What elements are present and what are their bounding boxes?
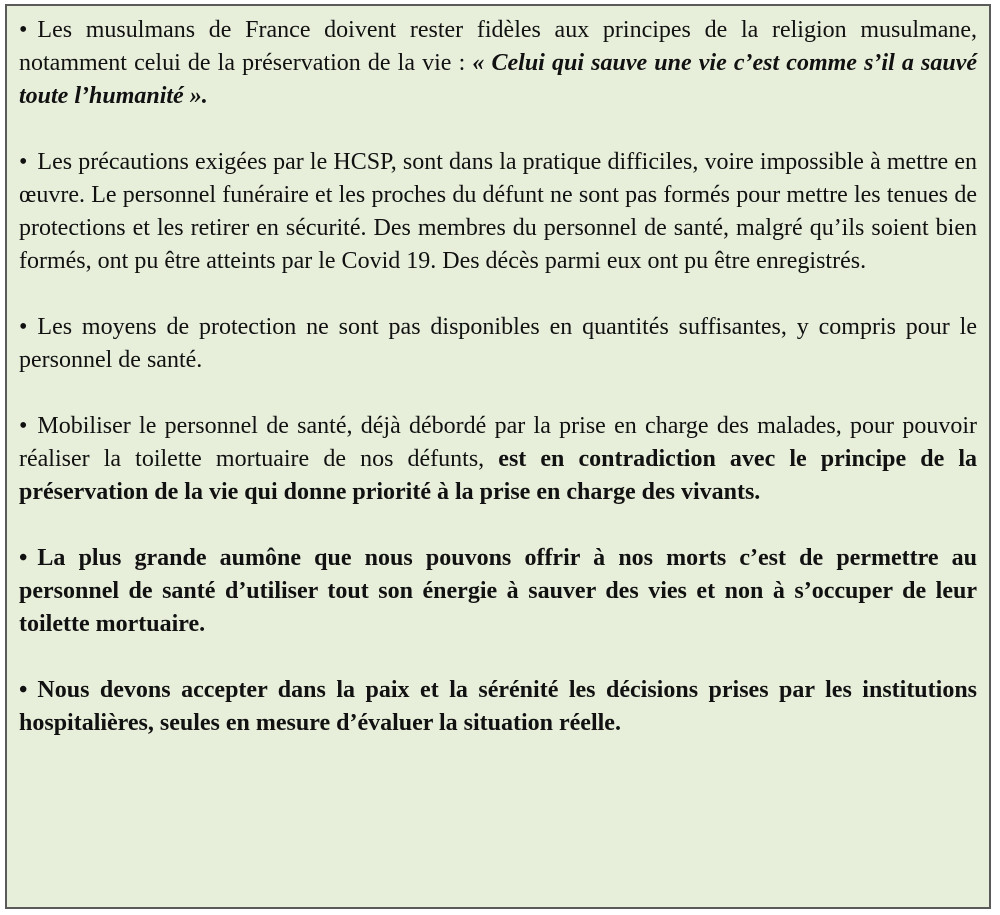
paragraph-accept-decisions [19, 674, 977, 740]
paragraph-bold-text: La plus grande aumône que nous pouvons offrir à nos morts c’est de permettre au personnel de santé d’utiliser tout son énergie à sauver des vies et non à s’occuper de leur toilette mortuaire. [19, 545, 977, 637]
paragraph-bold-text: Nous devons accepter dans la paix et la sérénité les décisions prises par les institutions hospitalières, seules en mesure d’évaluer la situation réelle. [19, 677, 977, 736]
paragraph-protection-means [19, 311, 977, 377]
paragraph-text: Les musulmans de France doivent rester fidèles aux principes de la religion musulmane, notamment celui de la préservation de la vie : [19, 17, 977, 76]
paragraph-text: Les moyens de protection ne sont pas disponibles en quantités suffisantes, y compris pour le personnel de santé. [19, 314, 977, 373]
paragraph-preservation-of-life [19, 14, 977, 113]
bullet-icon: • [19, 149, 28, 175]
paragraph-greatest-alms [19, 542, 977, 641]
quote-text: « Celui qui sauve une vie c’est comme s’il a sauvé toute l’humanité ». [19, 50, 977, 109]
paragraph-text: Les précautions exigées par le HCSP, sont dans la pratique difficiles, voire impossible à mettre en œuvre. Le personnel funéraire et les proches du défunt ne sont pas formés pour mettre les tenues de protections et les retirer en sécurité. Des membres du personnel de santé, malgré qu’ils soient bien formés, ont pu être atteints par le Covid 19. Des décès parmi eux ont pu être enregistrés. [19, 149, 977, 274]
bullet-icon: • [19, 314, 28, 340]
paragraph-hcsp-precautions [19, 146, 977, 278]
paragraph-mobilize-staff [19, 410, 977, 509]
bullet-icon: • [19, 545, 28, 571]
statement-box [5, 4, 991, 909]
paragraph-bold-text: est en contradiction avec le principe de la préservation de la vie qui donne priorité à la prise en charge des vivants. [19, 446, 977, 505]
bullet-icon: • [19, 677, 28, 703]
bullet-icon: • [19, 413, 28, 439]
paragraph-text: Mobiliser le personnel de santé, déjà débordé par la prise en charge des malades, pour pouvoir réaliser la toilette mortuaire de nos défunts, [19, 413, 977, 472]
bullet-icon: • [19, 17, 28, 43]
